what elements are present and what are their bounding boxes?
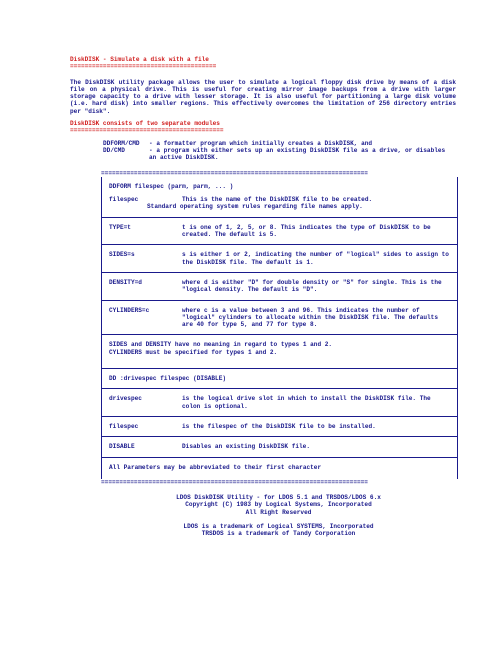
divider <box>102 436 457 437</box>
param-description: is the filespec of the DiskDISK file to be installed. <box>182 422 376 430</box>
param-drivespec <box>109 395 450 410</box>
module-ddform <box>103 140 456 147</box>
param-name: drivespec <box>109 395 142 403</box>
param-sides <box>109 251 450 266</box>
param-description: where c is a value between 3 and 96. This indicates the number of "logical" cylinders to allocate within the DiskDISK file. The defaults are 40 for type 5, and 77 for type 8. <box>182 306 438 329</box>
module-name: DD/CMD <box>103 146 125 154</box>
divider <box>102 334 457 335</box>
divider <box>102 272 457 273</box>
footer-line-rights: All Right Reserved <box>245 508 312 516</box>
param-type <box>109 224 450 239</box>
footer-line-copyright: Copyright (C) 1983 by Logical Systems, Incorporated <box>185 501 372 509</box>
divider <box>102 457 457 458</box>
dd-abbreviation-note: All Parameters may be abbreviated to their first character <box>109 463 322 471</box>
param-disable <box>109 443 450 450</box>
param-name: CYLINDERS=c <box>109 306 150 314</box>
param-description: where d is either "D" for double density or "S" for single. This is the "logical density. The default is "D". <box>182 278 442 294</box>
footer <box>101 494 456 537</box>
module-description: - a formatter program which initially creates a DiskDISK, and <box>149 139 373 147</box>
param-name: filespec <box>109 422 139 430</box>
footer-line-trsdos-trademark: TRSDOS is a trademark of Tandy Corporation <box>201 530 356 538</box>
filespec-continuation: Standard operating system rules regarding file names apply. <box>147 203 363 211</box>
param-dd-filespec <box>109 423 450 430</box>
ddform-note-2: CYLINDERS must be specified for types 1 and 2. <box>109 348 278 356</box>
param-description: Disables an existing DiskDISK file. <box>182 443 310 451</box>
divider <box>102 217 457 218</box>
modules-list <box>103 140 456 162</box>
divider <box>102 416 457 417</box>
document-title: DiskDISK - Simulate a disk with a file <box>70 56 209 63</box>
ddform-syntax: DDFORM filespec (parm, parm, ... ) <box>109 182 234 190</box>
divider <box>102 300 457 301</box>
param-filespec <box>109 196 450 203</box>
param-density <box>109 279 450 294</box>
modules-underline: ========================================== <box>70 127 224 135</box>
divider <box>102 368 457 369</box>
footer-line-product: LDOS DiskDISK Utility - for LDOS 5.1 and TRSDOS/LDOS 6.x <box>176 494 381 502</box>
divider <box>102 244 457 245</box>
param-description: is the logical drive slot in which to install the DiskDISK file. The colon is optional. <box>182 395 431 410</box>
param-description: This is the name of the DiskDISK file to be created. <box>182 196 373 204</box>
param-description: t is one of 1, 2, 5, or 8. This indicates the type of DiskDISK to be created. The default is 5. <box>182 223 431 239</box>
dd-syntax: DD :drivespec filespec (DISABLE) <box>109 375 227 383</box>
syntax-box <box>101 177 458 479</box>
param-name: DENSITY=d <box>109 278 142 286</box>
title-underline: ======================================== <box>70 63 217 71</box>
box-bottom-rule: ========================================================================= <box>101 478 368 486</box>
module-description: - a program with either sets up an existing DiskDISK file as a drive, or disables an active DiskDISK. <box>149 146 446 162</box>
footer-line-ldos-trademark: LDOS is a trademark of Logical SYSTEMS, Incorporated <box>183 522 374 530</box>
box-top-rule: ========================================================================= <box>101 169 368 177</box>
param-name: TYPE=t <box>109 223 131 231</box>
param-name: filespec <box>109 196 139 204</box>
module-dd <box>103 147 456 162</box>
modules-heading: DiskDISK consists of two separate modules <box>70 120 220 128</box>
param-description: s is either 1 or 2, indicating the number of "logical" sides to assign to the DiskDISK file. The default is 1. <box>182 251 449 266</box>
intro-paragraph: The DiskDISK utility package allows the user to simulate a logical floppy disk drive by means of a disk file on a physical drive. This is useful for creating mirror image backups from a drive with larger storage capacity to a drive with lesser storage. It is also useful for partitioning a large disk volume (i.e. hard disk) into smaller regions. This effectively overcomes the limitation of 256 directory entries per "disk". <box>70 78 456 115</box>
ddform-note-1: SIDES and DENSITY have no meaning in regard to types 1 and 2. <box>109 341 333 349</box>
param-cylinders <box>109 307 450 329</box>
param-name: SIDES=s <box>109 251 135 259</box>
param-name: DISABLE <box>109 443 135 451</box>
module-name: DDFORM/CMD <box>103 139 140 147</box>
document-page <box>70 56 456 538</box>
divider <box>102 388 457 389</box>
